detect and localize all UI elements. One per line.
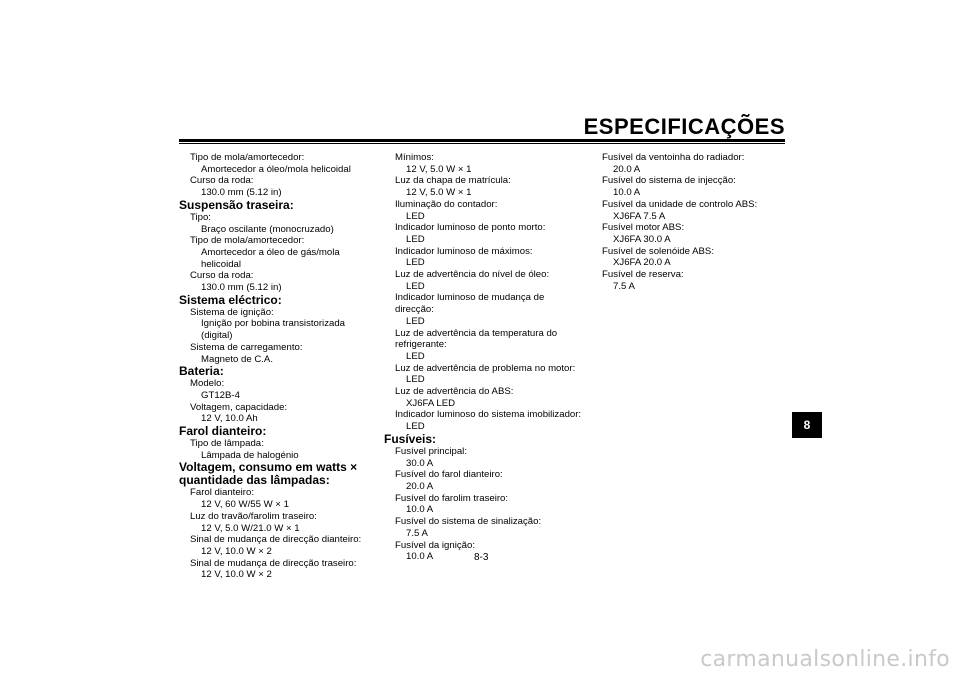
spec-value: 30.0 A: [406, 457, 434, 469]
spec-label: refrigerante:: [395, 339, 447, 351]
spec-label: Modelo:: [190, 378, 225, 390]
spec-value: Lâmpada de halogénio: [201, 449, 299, 461]
spec-label: Fusível do sistema de sinalização:: [395, 516, 542, 528]
spec-value: 10.0 A: [406, 551, 434, 563]
spec-label: Luz de advertência de problema no motor:: [395, 362, 576, 374]
spec-label: Fusível principal:: [395, 445, 467, 457]
spec-value: Ignição por bobina transistorizada (digital): [201, 318, 345, 342]
spec-label: Luz de advertência do nível de óleo:: [395, 269, 550, 281]
spec-value: 12 V, 10.0 W × 2: [201, 569, 272, 581]
page-header: [0, 0, 960, 150]
spec-label: Fusível motor ABS:: [602, 222, 685, 234]
spec-value: 10.0 A: [613, 187, 641, 199]
spec-label: Sinal de mudança de direcção dianteiro:: [190, 534, 362, 546]
section-heading: Voltagem, consumo em watts ×: [179, 460, 358, 475]
spec-label: Fusível do farolim traseiro:: [395, 492, 509, 504]
spec-value: 20.0 A: [406, 480, 434, 492]
spec-value: Amortecedor a óleo de gás/mola helicoidal: [201, 246, 340, 270]
section-heading: Suspensão traseira:: [179, 197, 294, 212]
section-heading: quantidade das lâmpadas:: [179, 473, 330, 488]
spec-value: 20.0 A: [613, 163, 641, 175]
spec-label: Fusível da ventoinha do radiador:: [602, 152, 745, 163]
spec-value: 12 V, 5.0 W/21.0 W × 1: [201, 522, 300, 534]
spec-column-1: [179, 152, 379, 581]
spec-label: Luz da chapa de matrícula:: [395, 175, 511, 187]
watermark: carmanualsonline.info: [700, 647, 950, 672]
spec-label: Tipo:: [190, 211, 211, 223]
spec-label: Mínimos:: [395, 152, 434, 163]
spec-label: Voltagem, capacidade:: [190, 401, 288, 413]
spec-value: 10.0 A: [406, 504, 434, 516]
spec-value: GT12B-4: [201, 389, 240, 401]
spec-value: Magneto de C.A.: [201, 353, 273, 365]
spec-label: Curso da roda:: [190, 175, 254, 187]
spec-value: XJ6FA 20.0 A: [613, 257, 671, 269]
spec-value: LED: [406, 233, 425, 245]
spec-label: Indicador luminoso do sistema imobilizador:: [395, 409, 582, 421]
spec-label: Indicador luminoso de máximos:: [395, 245, 533, 257]
spec-label: Curso da roda:: [190, 270, 254, 282]
spec-label: Iluminação do contador:: [395, 198, 498, 210]
spec-column-3: [591, 152, 791, 292]
spec-value: 12 V, 10.0 W × 2: [201, 545, 272, 557]
spec-value: 130.0 mm (5.12 in): [201, 187, 282, 199]
section-heading: Farol dianteiro:: [179, 424, 267, 439]
spec-value: 130.0 mm (5.12 in): [201, 282, 282, 294]
spec-label: Tipo de lâmpada:: [190, 438, 264, 450]
spec-label: Fusível do farol dianteiro:: [395, 469, 503, 481]
spec-label: Fusível de reserva:: [602, 269, 684, 281]
spec-label: Fusível de solenóide ABS:: [602, 245, 714, 257]
spec-label: Tipo de mola/amortecedor:: [190, 235, 305, 247]
spec-label: Indicador luminoso de mudança de direcção:: [395, 292, 545, 316]
spec-value: 12 V, 5.0 W × 1: [406, 187, 472, 199]
spec-value: 12 V, 10.0 Ah: [201, 413, 258, 425]
spec-label: Luz de advertência do ABS:: [395, 386, 514, 398]
spec-value: LED: [406, 257, 425, 269]
spec-label: Indicador luminoso de ponto morto:: [395, 222, 546, 234]
section-heading: Sistema eléctrico:: [179, 292, 282, 307]
spec-label: Fusível da ignição:: [395, 539, 475, 551]
spec-value: XJ6FA 7.5 A: [613, 210, 666, 222]
section-heading: Fusíveis:: [384, 431, 437, 446]
spec-label: Sistema de ignição:: [190, 306, 274, 318]
spec-value: LED: [406, 374, 425, 386]
spec-label: Fusível da unidade de controlo ABS:: [602, 198, 758, 210]
spec-value: LED: [406, 280, 425, 292]
spec-value: LED: [406, 315, 425, 327]
spec-value: LED: [406, 210, 425, 222]
chapter-tab[interactable]: [792, 412, 822, 438]
spec-value: XJ6FA LED: [406, 397, 456, 409]
spec-value: 12 V, 5.0 W × 1: [406, 163, 472, 175]
spec-label: Luz do travão/farolim traseiro:: [190, 510, 317, 522]
spec-label: Luz de advertência da temperatura do: [395, 327, 558, 339]
spec-label: Sistema de carregamento:: [190, 341, 303, 353]
spec-value: Amortecedor a óleo/mola helicoidal: [201, 163, 351, 175]
header-rule: [179, 139, 785, 142]
spec-value: 7.5 A: [406, 527, 428, 539]
spec-label: Sinal de mudança de direcção traseiro:: [190, 557, 357, 569]
chapter-title: ESPECIFICAÇÕES: [583, 114, 785, 139]
header-rule-thin: [179, 143, 785, 144]
spec-value: LED: [406, 421, 425, 433]
spec-value: Braço oscilante (monocruzado): [201, 223, 334, 235]
page-number: 8-3: [474, 552, 489, 563]
spec-value: LED: [406, 350, 425, 362]
chapter-tab-label: 8: [803, 418, 811, 432]
spec-column-2: [384, 152, 584, 563]
spec-label: Fusível do sistema de injecção:: [602, 175, 736, 187]
spec-value: 7.5 A: [613, 280, 635, 292]
spec-value: XJ6FA 30.0 A: [613, 233, 671, 245]
section-heading: Bateria:: [179, 364, 224, 379]
spec-label: Farol dianteiro:: [190, 487, 254, 499]
spec-value: 12 V, 60 W/55 W × 1: [201, 499, 289, 511]
spec-label: Tipo de mola/amortecedor:: [190, 152, 305, 163]
